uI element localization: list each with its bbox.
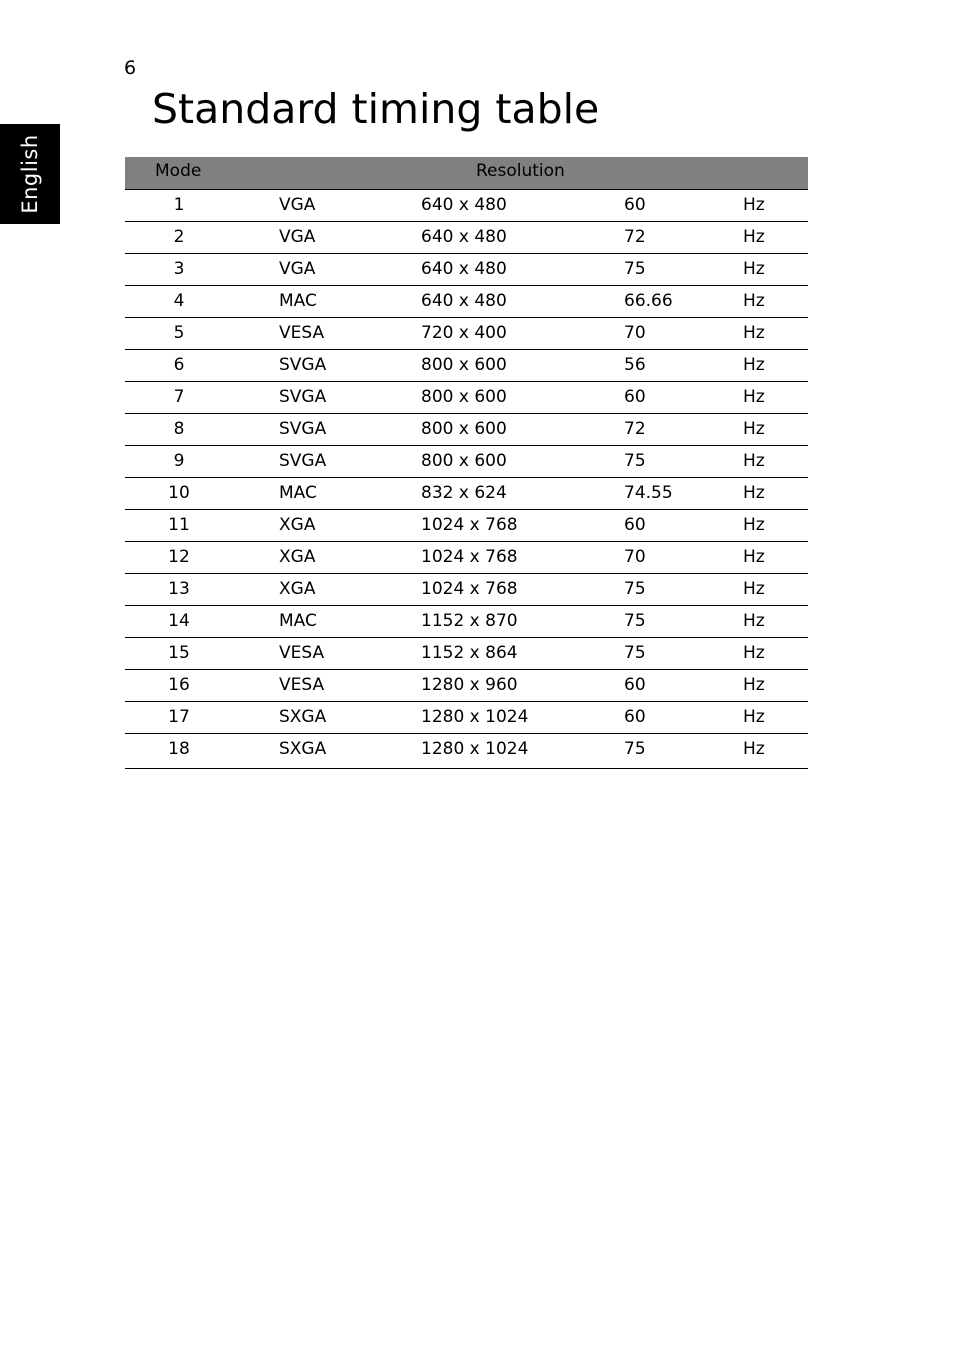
timing-table (125, 157, 808, 769)
refresh-rate-cell: 70 (624, 323, 646, 343)
standard-cell: VGA (279, 259, 316, 279)
refresh-rate-cell: 75 (624, 451, 646, 471)
refresh-rate-cell: 60 (624, 515, 646, 535)
language-tab (0, 124, 60, 224)
unit-cell: Hz (743, 387, 765, 407)
resolution-cell: 800 x 600 (421, 387, 507, 407)
page-title: Standard timing table (152, 85, 600, 133)
table-row (125, 382, 808, 414)
resolution-cell: 1280 x 1024 (421, 739, 529, 759)
unit-cell: Hz (743, 195, 765, 215)
resolution-cell: 800 x 600 (421, 355, 507, 375)
refresh-rate-cell: 74.55 (624, 483, 673, 503)
unit-cell: Hz (743, 291, 765, 311)
standard-cell: MAC (279, 483, 317, 503)
standard-cell: SVGA (279, 419, 327, 439)
resolution-cell: 640 x 480 (421, 227, 507, 247)
table-row (125, 414, 808, 446)
mode-number-cell: 1 (173, 195, 185, 215)
mode-number-cell: 15 (168, 643, 190, 663)
table-row (125, 254, 808, 286)
unit-cell: Hz (743, 611, 765, 631)
standard-cell: VESA (279, 643, 325, 663)
refresh-rate-cell: 75 (624, 739, 646, 759)
mode-number-cell: 4 (173, 291, 185, 311)
unit-cell: Hz (743, 515, 765, 535)
resolution-cell: 640 x 480 (421, 195, 507, 215)
unit-cell: Hz (743, 451, 765, 471)
unit-cell: Hz (743, 483, 765, 503)
standard-cell: SVGA (279, 387, 327, 407)
table-row (125, 478, 808, 510)
refresh-rate-cell: 75 (624, 259, 646, 279)
refresh-rate-cell: 72 (624, 419, 646, 439)
language-tab-label: English (18, 134, 42, 214)
mode-number-cell: 12 (168, 547, 190, 567)
standard-cell: SVGA (279, 451, 327, 471)
standard-cell: XGA (279, 547, 316, 567)
mode-number-cell: 7 (173, 387, 185, 407)
standard-cell: SXGA (279, 739, 327, 759)
page-number: 6 (124, 57, 137, 79)
mode-number-cell: 18 (168, 739, 190, 759)
resolution-cell: 1280 x 960 (421, 675, 518, 695)
table-body (125, 190, 808, 769)
unit-cell: Hz (743, 579, 765, 599)
table-row (125, 350, 808, 382)
standard-cell: XGA (279, 579, 316, 599)
mode-number-cell: 11 (168, 515, 190, 535)
resolution-cell: 1024 x 768 (421, 547, 518, 567)
table-row (125, 318, 808, 350)
standard-cell: VGA (279, 195, 316, 215)
table-row (125, 510, 808, 542)
resolution-cell: 1152 x 870 (421, 611, 518, 631)
resolution-cell: 1024 x 768 (421, 515, 518, 535)
refresh-rate-cell: 70 (624, 547, 646, 567)
mode-number-cell: 6 (173, 355, 185, 375)
table-row (125, 446, 808, 478)
table-row (125, 190, 808, 222)
standard-cell: MAC (279, 611, 317, 631)
unit-cell: Hz (743, 355, 765, 375)
mode-number-cell: 8 (173, 419, 185, 439)
refresh-rate-cell: 66.66 (624, 291, 673, 311)
resolution-cell: 1280 x 1024 (421, 707, 529, 727)
standard-cell: MAC (279, 291, 317, 311)
mode-number-cell: 13 (168, 579, 190, 599)
header-resolution: Resolution (476, 161, 565, 181)
mode-number-cell: 16 (168, 675, 190, 695)
resolution-cell: 1024 x 768 (421, 579, 518, 599)
refresh-rate-cell: 56 (624, 355, 646, 375)
refresh-rate-cell: 60 (624, 387, 646, 407)
refresh-rate-cell: 75 (624, 643, 646, 663)
table-header (125, 157, 808, 190)
resolution-cell: 800 x 600 (421, 419, 507, 439)
table-row (125, 542, 808, 574)
resolution-cell: 800 x 600 (421, 451, 507, 471)
table-row (125, 574, 808, 606)
standard-cell: XGA (279, 515, 316, 535)
refresh-rate-cell: 75 (624, 579, 646, 599)
table-row (125, 286, 808, 318)
table-row (125, 670, 808, 702)
resolution-cell: 1152 x 864 (421, 643, 518, 663)
mode-number-cell: 14 (168, 611, 190, 631)
refresh-rate-cell: 60 (624, 707, 646, 727)
mode-number-cell: 2 (173, 227, 185, 247)
standard-cell: VESA (279, 675, 325, 695)
unit-cell: Hz (743, 259, 765, 279)
resolution-cell: 640 x 480 (421, 259, 507, 279)
refresh-rate-cell: 60 (624, 195, 646, 215)
table-row (125, 734, 808, 769)
mode-number-cell: 5 (173, 323, 185, 343)
table-row (125, 606, 808, 638)
unit-cell: Hz (743, 675, 765, 695)
resolution-cell: 832 x 624 (421, 483, 507, 503)
unit-cell: Hz (743, 643, 765, 663)
unit-cell: Hz (743, 419, 765, 439)
refresh-rate-cell: 60 (624, 675, 646, 695)
resolution-cell: 720 x 400 (421, 323, 507, 343)
mode-number-cell: 3 (173, 259, 185, 279)
refresh-rate-cell: 72 (624, 227, 646, 247)
unit-cell: Hz (743, 547, 765, 567)
standard-cell: SXGA (279, 707, 327, 727)
mode-number-cell: 17 (168, 707, 190, 727)
mode-number-cell: 10 (168, 483, 190, 503)
standard-cell: VGA (279, 227, 316, 247)
table-row (125, 222, 808, 254)
standard-cell: VESA (279, 323, 325, 343)
unit-cell: Hz (743, 739, 765, 759)
resolution-cell: 640 x 480 (421, 291, 507, 311)
table-row (125, 638, 808, 670)
standard-cell: SVGA (279, 355, 327, 375)
unit-cell: Hz (743, 323, 765, 343)
table-row (125, 702, 808, 734)
header-mode: Mode (155, 161, 202, 181)
mode-number-cell: 9 (173, 451, 185, 471)
refresh-rate-cell: 75 (624, 611, 646, 631)
unit-cell: Hz (743, 227, 765, 247)
unit-cell: Hz (743, 707, 765, 727)
